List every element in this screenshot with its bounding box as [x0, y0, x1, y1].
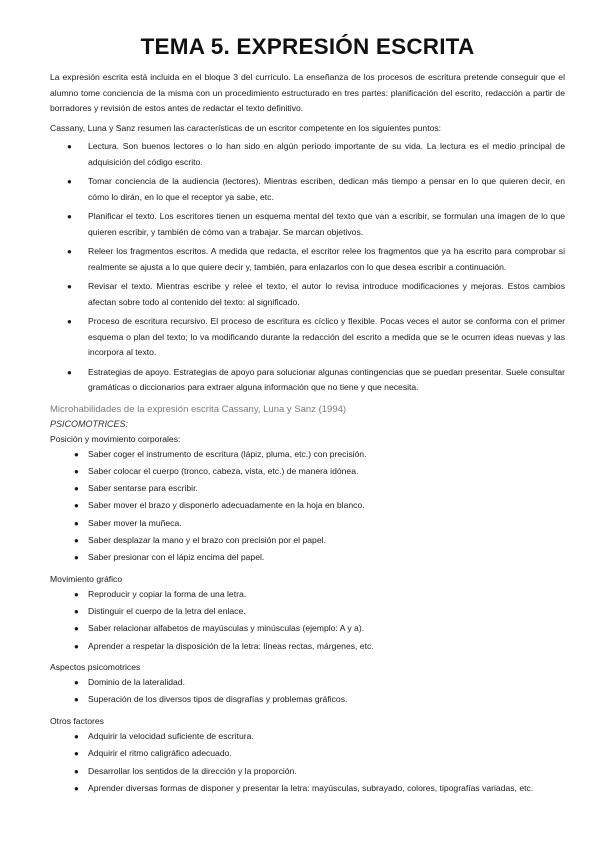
list-item: ● Lectura. Son buenos lectores o lo han sido en algún período importante de su vida. La lectura es el medio principal de adquisición del código escrito.	[67, 141, 565, 167]
lead-paragraph: Cassany, Luna y Sanz resumen las características de un escritor competente en los siguientes puntos:	[50, 122, 442, 133]
list-item: ● Saber desplazar la mano y el brazo con precisión por el papel.	[50, 533, 565, 549]
category-list	[50, 729, 565, 796]
bullet-icon: ●	[74, 518, 79, 528]
list-item: ● Aprender diversas formas de disponer y presentar la letra: mayúsculas, subrayado, colores, tipografías variadas, etc.	[50, 781, 565, 797]
list-item: ● Saber coger el instrumento de escritura (lápiz, pluma, etc.) con precisión.	[50, 447, 565, 463]
list-item: ● Tomar conciencia de la audiencia (lectores). Mientras escriben, dedican más tiempo a pensar en lo que quieren decir, en cómo lo dirán, en lo que el receptor ya sabe, etc.	[67, 176, 565, 202]
list-item: ● Planificar el texto. Los escritores tienen un esquema mental del texto que van a escribir, se formulan una imagen de lo que quieren escribir, y también de cómo van a trabajar. Se marcan objetivos.	[67, 211, 565, 237]
bullet-icon: ●	[67, 282, 72, 291]
bullet-icon: ●	[67, 142, 72, 151]
list-item: ● Proceso de escritura recursivo. El proceso de escritura es cíclico y flexible. Pocas veces el autor se conforma con el primer esquema o plan del texto; lo va modificando durante la redacción del escrito a medida que se le ocurren ideas nuevas y las incorpora al texto.	[67, 316, 565, 357]
bullet-icon: ●	[67, 367, 72, 377]
bullet-icon: ●	[74, 766, 79, 776]
bullet-icon: ●	[74, 641, 79, 651]
category-title: Movimiento gráfico	[50, 573, 123, 584]
category-title: Otros factores	[50, 715, 104, 726]
bullet-icon: ●	[74, 553, 79, 563]
bullet-icon: ●	[74, 731, 79, 741]
category-title: Posición y movimiento corporales:	[50, 433, 181, 444]
bullet-icon: ●	[74, 484, 79, 494]
bullet-icon: ●	[74, 501, 79, 511]
bullet-icon: ●	[74, 589, 79, 599]
list-item: ● Reproducir y copiar la forma de una letra.	[50, 587, 565, 603]
category-title: Aspectos psicomotrices	[50, 662, 141, 673]
list-item: ● Saber mover la muñeca.	[50, 516, 565, 532]
list-item: ● Dominio de la lateralidad.	[50, 675, 565, 691]
section-subheading: PSICOMOTRICES:	[50, 418, 129, 429]
bullet-icon: ●	[67, 212, 72, 221]
list-item: ● Superación de los diversos tipos de disgrafías y problemas gráficos.	[50, 692, 565, 708]
list-item: ● Desarrollar los sentidos de la dirección y la proporción.	[50, 764, 565, 780]
bullet-icon: ●	[74, 535, 79, 545]
bullet-icon: ●	[74, 783, 79, 793]
competent-writer-list	[50, 139, 565, 396]
bullet-icon: ●	[67, 317, 72, 326]
list-item: ● Saber mover el brazo y disponerlo adecuadamente en la hoja en blanco.	[50, 498, 565, 514]
section-heading: Microhabilidades de la expresión escrita Cassany, Luna y Sanz (1994)	[50, 403, 347, 415]
list-item: ● Saber sentarse para escribir.	[50, 481, 565, 497]
list-item: ● Saber presionar con el lápiz encima del papel.	[50, 550, 565, 566]
bullet-icon: ●	[67, 247, 72, 256]
bullet-icon: ●	[74, 624, 79, 634]
list-item: ● Distinguir el cuerpo de la letra del enlace.	[50, 604, 565, 620]
category-list	[50, 587, 565, 654]
bullet-icon: ●	[74, 749, 79, 759]
bullet-icon: ●	[74, 449, 79, 459]
list-item: ● Estrategias de apoyo. Estrategias de apoyo para solucionar algunas contingencias que se puedan presentar. Suele consultar gramáticas o diccionarios para extraer alguna información que no tiene y que necesita.	[67, 366, 565, 392]
list-item: ● Adquirir la velocidad suficiente de escritura.	[50, 729, 565, 745]
list-item: ● Aprender a respetar la disposición de la letra: líneas rectas, márgenes, etc.	[50, 639, 565, 655]
list-item: ● Saber colocar el cuerpo (tronco, cabeza, vista, etc.) de manera idónea.	[50, 464, 565, 480]
category-list	[50, 447, 565, 566]
page-title: TEMA 5. EXPRESIÓN ESCRITA	[140, 34, 475, 59]
bullet-icon: ●	[74, 678, 79, 688]
bullet-icon: ●	[74, 466, 79, 476]
list-item: ● Adquirir el ritmo caligráfico adecuado.	[50, 746, 565, 762]
intro-paragraph: La expresión escrita está incluida en el bloque 3 del currículo. La enseñanza de los procesos de escritura pretende conseguir que el alumno tome conciencia de la misma con un procedimiento estructurado en tres partes: planificación del escrito, redacción a partir de borradores y revisión de estos antes de redactar el texto definitivo.	[50, 72, 565, 113]
category-list	[50, 675, 565, 708]
bullet-icon: ●	[74, 695, 79, 705]
list-item: ● Saber relacionar alfabetos de mayúsculas y minúsculas (ejemplo: A y a).	[50, 621, 565, 637]
bullet-icon: ●	[74, 607, 79, 617]
bullet-icon: ●	[67, 177, 72, 186]
list-item: ● Releer los fragmentos escritos. A medida que redacta, el escritor relee los fragmentos que ya ha escrito para comprobar si realmente se ajusta a lo que quiere decir y, también, para enlazarlos con lo que desea escribir a continuación.	[67, 246, 565, 272]
list-item: ● Revisar el texto. Mientras escribe y relee el texto, el autor lo revisa introduce modificaciones y mejoras. Estos cambios afectan sobre todo al contenido del texto: al significado.	[67, 281, 565, 307]
